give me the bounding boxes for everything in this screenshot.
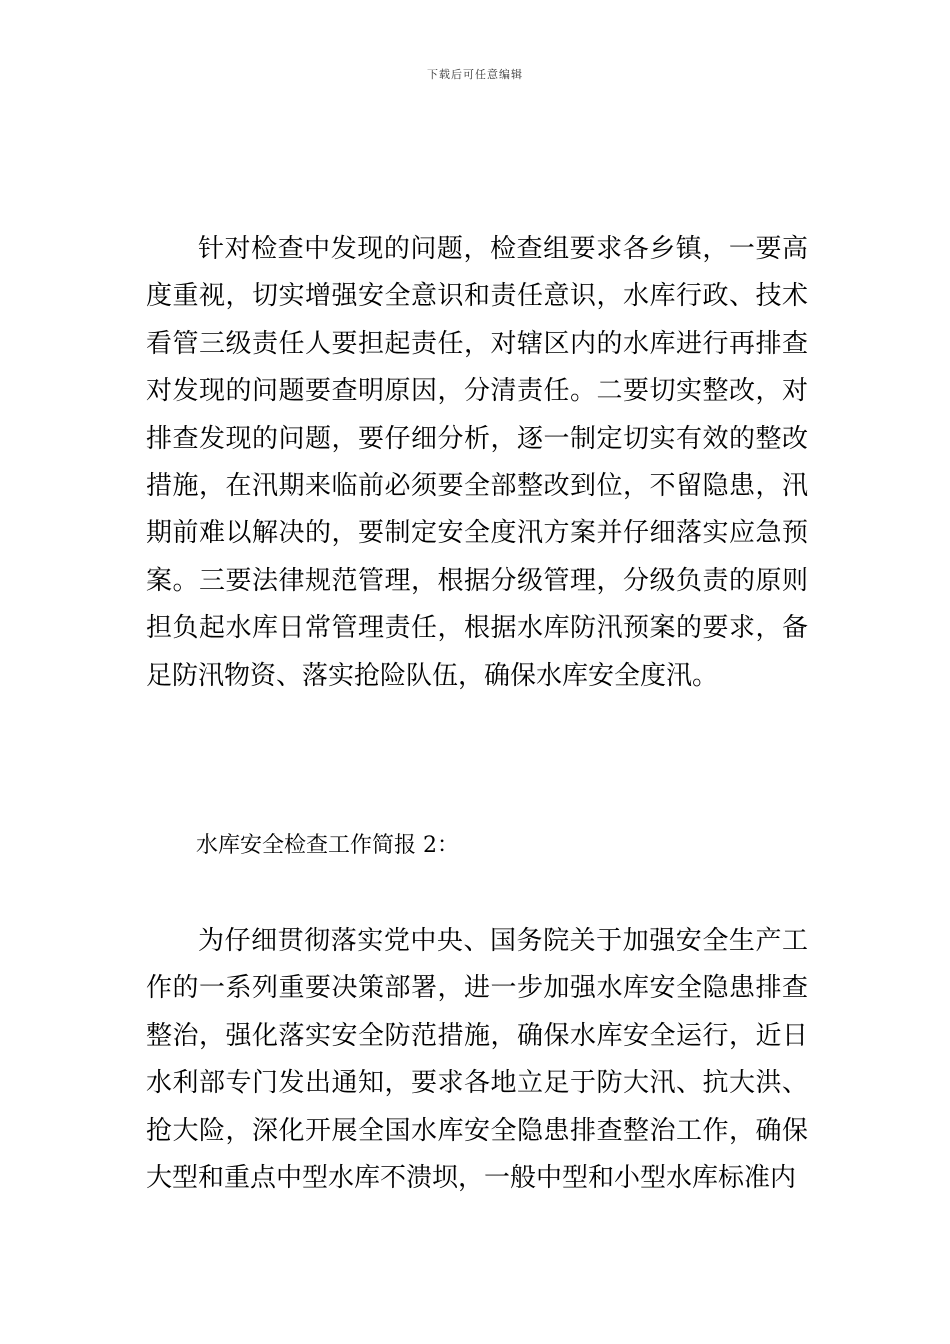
body-paragraph-1: 针对检查中发现的问题，检查组要求各乡镇，一要高度重视，切实增强安全意识和责任意识，水库行政、技术看管三级责任人要担起责任，对辖区内的水库进行再排查对发现的问题要查明原因，分清责任。二要切实整改，对排查发现的问题，要仔细分析，逐一制定切实有效的整改措施，在汛期来临前必须要全部整改到位，不留隐患，汛期前难以解决的，要制定安全度汛方案并仔细落实应急预案。三要法律规范管理，根据分级管理，分级负责的原则担负起水库日常管理责任，根据水库防汛预案的要求，备足防汛物资、落实抢险队伍，确保水库安全度汛。	[146, 234, 808, 691]
header-note: 下载后可任意编辑	[427, 68, 523, 81]
body-paragraph-2: 为仔细贯彻落实党中央、国务院关于加强安全生产工作的一系列重要决策部署，进一步加强水库安全隐患排查整治，强化落实安全防范措施，确保水库安全运行，近日水利部专门发出通知，要求各地立足于防大汛、抗大洪、抢大险，深化开展全国水库安全隐患排查整治工作，确保大型和重点中型水库不溃坝，一般中型和小型水库标准内	[146, 926, 808, 1194]
section-subheading: 水库安全检查工作简报 2：	[196, 833, 459, 858]
